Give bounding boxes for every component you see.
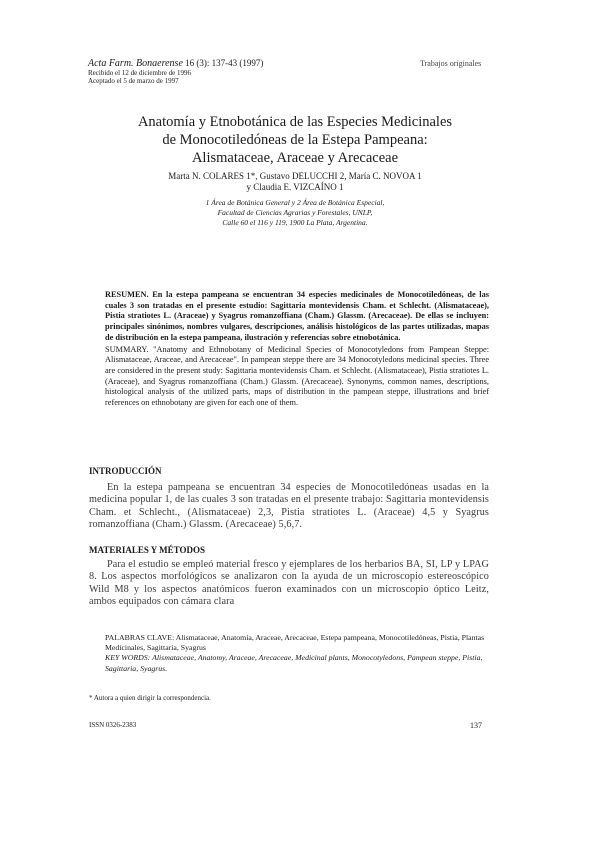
journal-header bbox=[88, 58, 263, 85]
methods-heading: MATERIALES Y MÉTODOS bbox=[89, 545, 206, 555]
affiliation-line: 1 Área de Botánica General y 2 Área de Botánica Especial, bbox=[205, 198, 385, 207]
article-title bbox=[60, 113, 530, 167]
keywords-es: PALABRAS CLAVE: Alismataceae, Anatomía, Araceae, Arecaceae, Estepa pampeana, Monocotiledóneas, Pistia, Plantas Medicinales, Sagittaria, Syagrus bbox=[105, 633, 485, 653]
title-line: Anatomía y Etnobotánica de las Especies Medicinales bbox=[137, 114, 453, 130]
keywords-en: KEY WORDS: Alismataceae, Anatomy, Araceae, Arecaceae, Medicinal plants, Monocotyledons, Pampean steppe, Pistia, Sagittaria, Syagrus. bbox=[105, 653, 483, 673]
summary-text: SUMMARY. "Anatomy and Ethnobotany of Medicinal Species of Monocotyledons from Pampean Steppe: Alismataceae, Araceae, and Arecaceae". In pampean steppe there are 34 Monocotyledons medicinal species. Three are considered in the present study: Sagittaria montevidensis Cham. et Schlecht. (Alismataceae), Pistia stratiotes L. (Araceae), and Syagrus romanzoffiana (Cham.) Glassm. (Arecaceae). Synonyms, common names, descriptions, histological analysis of the utilized parts, maps of distribution in the pampean steppe, illustrations and brief references on ethnobotany are given for each one of them. bbox=[105, 344, 489, 408]
authors bbox=[60, 171, 530, 193]
accepted-date: Aceptado el 5 de marzo de 1997 bbox=[88, 77, 179, 85]
article-type: Trabajos originales bbox=[420, 59, 482, 68]
journal-citation: 16 (3): 137-43 (1997) bbox=[182, 58, 264, 68]
authors-line: y Claudia E. VIZCAÍNO 1 bbox=[246, 182, 344, 192]
title-line: de Monocotiledóneas de la Estepa Pampeana: bbox=[162, 132, 428, 148]
abstract bbox=[105, 290, 489, 409]
footnote: * Autora a quien dirigir la correspondencia. bbox=[89, 694, 211, 702]
methods-text: Para el estudio se empleó material fresco y ejemplares de los herbarios BA, SI, LP y LPAG 8. Los aspectos morfológicos se analizaron con la ayuda de un microscopio estereoscópico Wild M8 y los aspectos anatómicos fueron examinados con un microscopio óptico Leitz, ambos equipados con cámara clara bbox=[89, 559, 489, 608]
intro-paragraph bbox=[89, 482, 489, 532]
received-date: Recibido el 12 de diciembre de 1996 bbox=[88, 69, 192, 77]
affiliation-line: Calle 60 el 116 y 119, 1900 La Plata, Argentina. bbox=[222, 218, 368, 227]
issn: ISSN 0326-2383 bbox=[89, 721, 137, 729]
authors-line: Marta N. COLARES 1*, Gustavo DELUCCHI 2, María C. NOVOA 1 bbox=[168, 171, 422, 181]
journal-name: Acta Farm. Bonaerense bbox=[88, 58, 183, 69]
keywords bbox=[105, 633, 489, 674]
page-number: 137 bbox=[470, 721, 482, 730]
intro-text: En la estepa pampeana se encuentran 34 especies de Monocotiledóneas usadas en la medicina popular 1, de las cuales 3 son tratadas en el presente trabajo: Sagittaria montevidensis Cham. et Schlecht., (Alismataceae) 2,3, Pistia stratiotes L. (Araceae) 4,5 y Syagrus romanzoffiana (Cham.) Glassm. (Arecaceae) 5,6,7. bbox=[89, 482, 489, 531]
affiliation bbox=[60, 198, 530, 228]
methods-paragraph bbox=[89, 559, 489, 609]
intro-heading: INTRODUCCIÓN bbox=[89, 466, 162, 476]
resumen-text: RESUMEN. En la estepa pampeana se encuentran 34 especies medicinales de Monocotiledóneas, de las cuales 3 son tratadas en el presente estudio: Sagittaria montevidensis Cham. et Schlecht. (Alismataceae), Pistia stratiotes L. (Araceae) y Syagrus romanzoffiana (Cham.) Glassm. (Arecaceae). De ellas se incluyen: principales sinónimos, nombres vulgares, descripciones, análisis histológicos de las partes utilizadas, mapas de distribución en la estepa pampeana, ilustración y referencias sobre etnobotánica. bbox=[105, 290, 489, 342]
title-line: Alismataceae, Araceae y Arecaceae bbox=[191, 150, 399, 166]
affiliation-line: Facultad de Ciencias Agrarias y Forestales, UNLP, bbox=[217, 208, 373, 217]
